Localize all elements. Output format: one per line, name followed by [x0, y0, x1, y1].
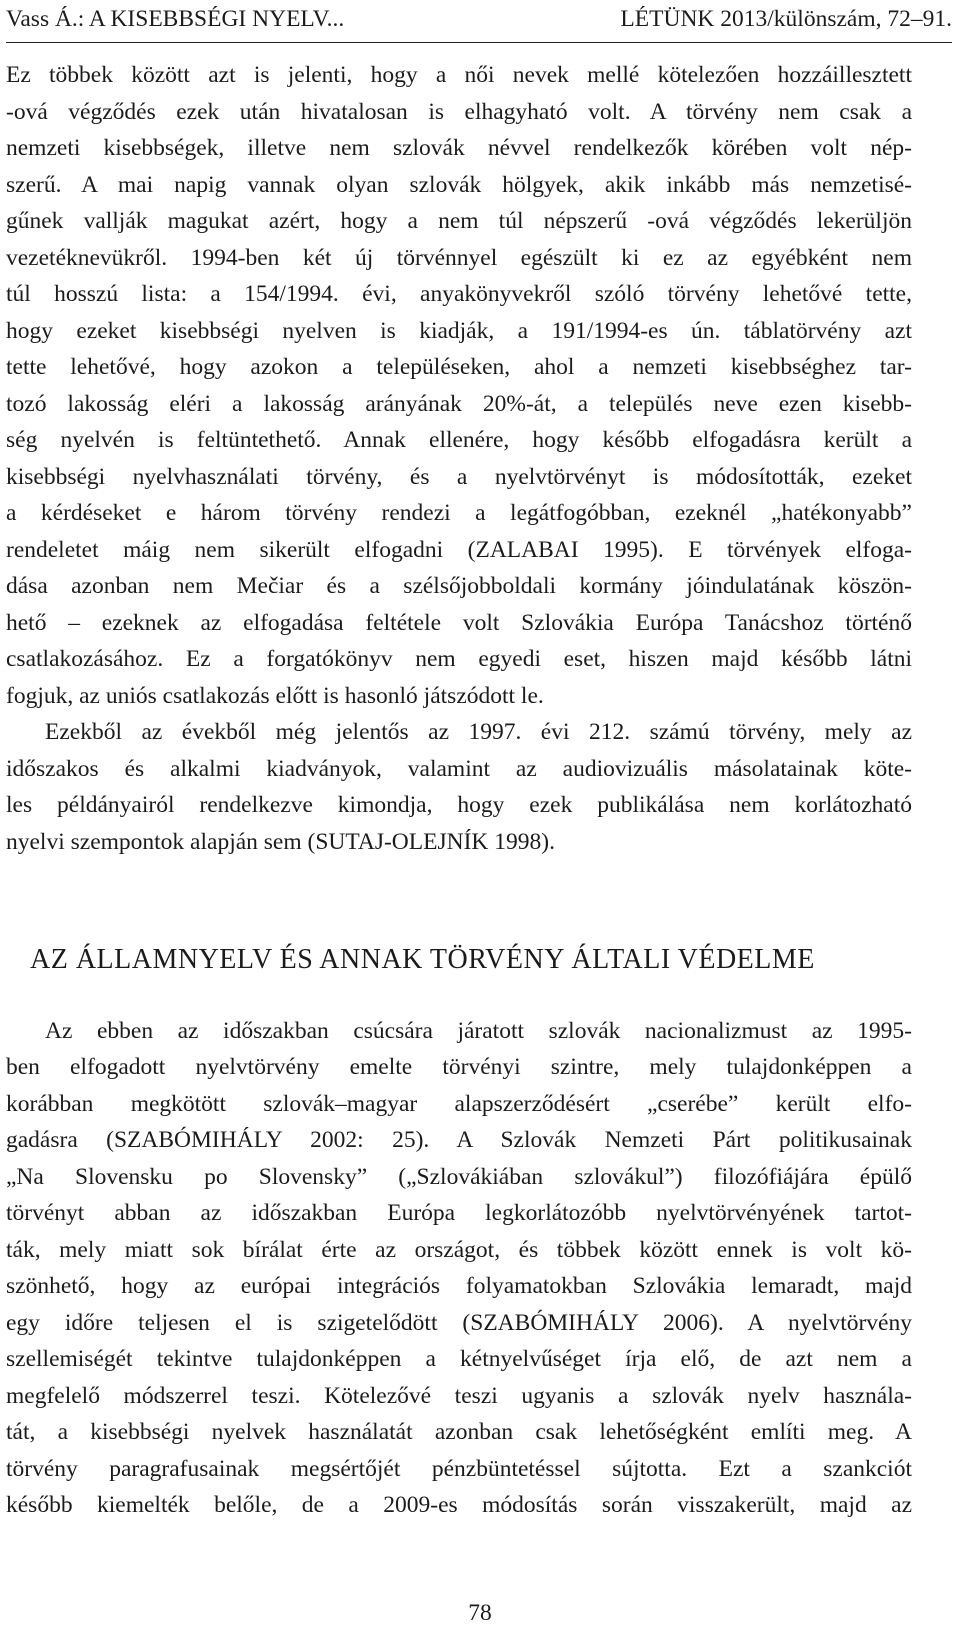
text-line: kisebbségi nyelvhasználati törvény, és a nyelvtörvényt is módosították, ezeket [6, 464, 912, 490]
text-line: tozó lakosság eléri a lakosság arányának 20%-át, a település neve ezen kisebb- [6, 391, 912, 417]
text-line: -ová végződés ezek után hivatalosan is elhagyható volt. A törvény nem csak a [6, 99, 912, 125]
text-line: nemzeti kisebbségek, illetve nem szlovák névvel rendelkezők körében volt nép- [6, 135, 912, 161]
text-line: korábban megkötött szlovák–magyar alapszerződésért „cserébe” került elfo- [6, 1091, 912, 1117]
text-line: törvény paragrafusainak megsértőjét pénzbüntetéssel sújtotta. Ezt a szankciót [6, 1456, 912, 1482]
text-line: ség nyelvén is feltüntethető. Annak ellenére, hogy később elfogadásra került a [6, 427, 912, 453]
text-line: szerű. A mai napig vannak olyan szlovák hölgyek, akik inkább más nemzetisé- [6, 172, 912, 198]
text-line: dása azonban nem Mečiar és a szélsőjobboldali kormány jóindulatának köszön- [6, 573, 912, 599]
header-rule [6, 42, 952, 43]
text-line: ben elfogadott nyelvtörvény emelte törvényi szintre, mely tulajdonképpen a [6, 1054, 912, 1080]
text-line: Ezekből az évekből még jelentős az 1997. évi 212. számú törvény, mely az [45, 719, 912, 745]
text-line: tát, a kisebbségi nyelvek használatát azonban csak lehetőségként említi meg. A [6, 1419, 912, 1445]
running-head-right: LÉTÜNK 2013/különszám, 72–91. [620, 6, 952, 32]
text-line: tette lehetővé, hogy azokon a településeken, ahol a nemzeti kisebbséghez tar- [6, 354, 912, 380]
text-line: hető – ezeknek az elfogadása feltétele volt Szlovákia Európa Tanácshoz történő [6, 610, 912, 636]
text-line: szönhető, hogy az európai integrációs folyamatokban Szlovákia lemaradt, majd [6, 1273, 912, 1299]
text-line: fogjuk, az uniós csatlakozás előtt is hasonló játszódott le. [6, 683, 544, 709]
text-line: törvényt abban az időszakban Európa legkorlátozóbb nyelvtörvényének tartot- [6, 1200, 912, 1226]
text-line: szellemiségét tekintve tulajdonképpen a kétnyelvűséget írja elő, de azt nem a [6, 1346, 912, 1372]
text-line: túl hosszú lista: a 154/1994. évi, anyakönyvekről szóló törvény lehetővé tette, [6, 281, 912, 307]
text-line: később kiemelték belőle, de a 2009-es módosítás során visszakerült, majd az [6, 1492, 912, 1518]
text-line: hogy ezeket kisebbségi nyelven is kiadják, a 191/1994-es ún. táblatörvény azt [6, 318, 912, 344]
section-heading: AZ ÁLLAMNYELV ÉS ANNAK TÖRVÉNY ÁLTALI VÉDELME [30, 944, 815, 975]
running-head [6, 4, 952, 38]
page-number: 78 [468, 1600, 492, 1626]
text-line: Ez többek között azt is jelenti, hogy a női nevek mellé kötelezően hozzáillesztett [6, 62, 912, 88]
text-line: Az ebben az időszakban csúcsára járatott szlovák nacionalizmust az 1995- [45, 1018, 912, 1044]
text-line: megfelelő módszerrel teszi. Kötelezővé teszi ugyanis a szlovák nyelv használa- [6, 1383, 912, 1409]
text-line: csatlakozásához. Ez a forgatókönyv nem egyedi eset, hiszen majd később látni [6, 646, 912, 672]
text-line: les példányairól rendelkezve kimondja, hogy ezek publikálása nem korlátozható [6, 792, 912, 818]
text-line: gűnek vallják magukat azért, hogy a nem túl népszerű -ová végződés lekerüljön [6, 208, 912, 234]
text-line: gadásra (SZABÓMIHÁLY 2002: 25). A Szlovák Nemzeti Párt politikusainak [6, 1127, 912, 1153]
text-line: rendeletet máig nem sikerült elfogadni (ZALABAI 1995). E törvények elfoga- [6, 537, 912, 563]
text-line: időszakos és alkalmi kiadványok, valamint az audiovizuális másolatainak köte- [6, 756, 912, 782]
running-head-left: Vass Á.: A KISEBBSÉGI NYELV... [6, 6, 345, 32]
text-line: nyelvi szempontok alapján sem (SUTAJ-OLEJNÍK 1998). [6, 829, 555, 855]
text-line: a kérdéseket e három törvény rendezi a legátfogóbban, ezeknél „hatékonyabb” [6, 500, 912, 526]
text-line: egy időre teljesen el is szigetelődött (SZABÓMIHÁLY 2006). A nyelvtörvény [6, 1310, 912, 1336]
text-line: „Na Slovensku po Slovensky” („Szlovákiában szlovákul”) filozófiájára épülő [6, 1164, 912, 1190]
text-line: vezetéknevükről. 1994-ben két új törvénnyel egészült ki ez az egyébként nem [6, 245, 912, 271]
text-line: ták, mely miatt sok bírálat érte az országot, és többek között ennek is volt kö- [6, 1237, 912, 1263]
